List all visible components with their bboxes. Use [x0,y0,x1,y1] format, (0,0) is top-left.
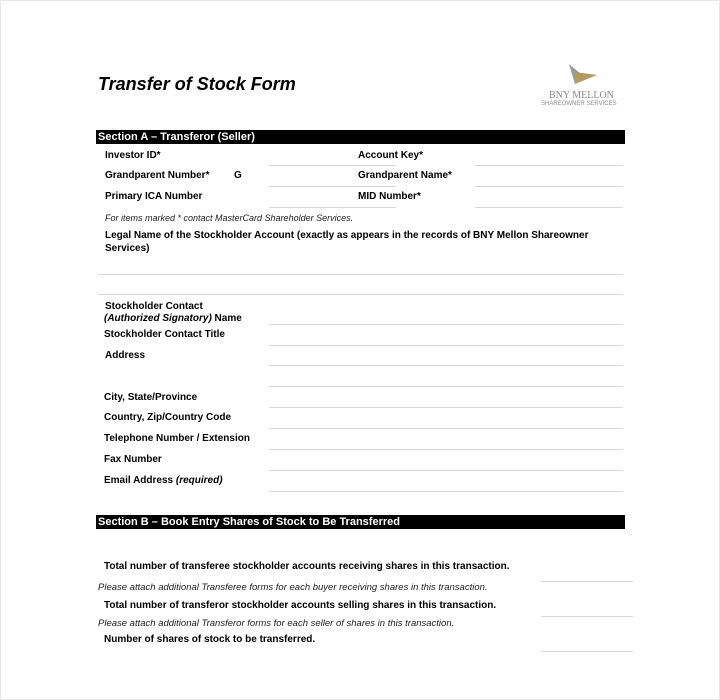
section-b-header: Section B – Book Entry Shares of Stock to Be Transferred [96,515,625,529]
contact-name-field[interactable] [269,324,623,325]
email-label [104,475,223,486]
city-field[interactable] [269,407,623,408]
account-key-field[interactable] [475,165,623,166]
transferor-count-label: Total number of transferor stockholder accounts selling shares in this transaction. [104,600,497,611]
country-field[interactable] [269,428,623,429]
legal-name-label-2: Services) [105,243,150,254]
shares-count-label: Number of shares of stock to be transferred. [104,634,316,645]
fax-field[interactable] [269,470,623,471]
contact-name-text: Name [211,313,242,324]
mid-number-field[interactable] [475,207,623,208]
authorized-signatory: (Authorized Signatory) [104,313,212,324]
address-field[interactable] [269,365,623,366]
address-field-2[interactable] [269,386,623,387]
country-label: Country, Zip/Country Code [104,412,232,423]
logo-name: BNY MELLON [549,90,614,101]
shares-count-field[interactable] [541,651,633,652]
transferor-note: Please attach additional Transferor forms for each seller of shares in this transaction. [98,618,455,629]
page-title: Transfer of Stock Form [98,74,296,94]
transferor-count-field[interactable] [541,616,633,617]
legal-name-field[interactable] [98,274,623,275]
grandparent-number-label: Grandparent Number* [105,170,210,181]
contact-label-1: Stockholder Contact [105,301,203,312]
contact-title-label: Stockholder Contact Title [104,329,225,340]
transferee-count-label: Total number of transferee stockholder accounts receiving shares in this transaction. [104,561,510,572]
logo-subtitle: SHAREOWNER SERVICES [541,101,617,107]
city-label: City, State/Province [104,392,198,403]
logo-arrow-icon [567,64,597,86]
telephone-label: Telephone Number / Extension [104,433,250,444]
grandparent-number-value[interactable]: G [234,170,242,181]
account-key-label: Account Key* [358,150,424,161]
mastercard-note: For items marked * contact MasterCard Shareholder Services. [105,213,354,223]
investor-id-label: Investor ID* [105,150,161,161]
mid-number-label: MID Number* [358,191,421,202]
email-required: (required) [175,475,223,486]
grandparent-name-label: Grandparent Name* [358,170,452,181]
contact-title-field[interactable] [269,345,623,346]
contact-label-2 [104,313,242,324]
email-text: Email Address [104,475,176,486]
transferee-note: Please attach additional Transferee forms for each buyer receiving shares in this transaction. [98,582,488,593]
investor-id-field[interactable] [269,165,396,166]
telephone-field[interactable] [269,449,623,450]
legal-name-label-1: Legal Name of the Stockholder Account (exactly as appears in the records of BNY Mellon Shareowner [105,230,589,241]
section-a-header: Section A – Transferor (Seller) [96,130,625,144]
address-label: Address [105,350,146,361]
email-field[interactable] [269,491,623,492]
transferee-count-field[interactable] [541,581,633,582]
grandparent-number-field[interactable] [269,186,396,187]
fax-label: Fax Number [104,454,162,465]
legal-name-field-2[interactable] [98,294,623,295]
primary-ica-label: Primary ICA Number [105,191,203,202]
grandparent-name-field[interactable] [475,186,623,187]
primary-ica-field[interactable] [269,207,396,208]
